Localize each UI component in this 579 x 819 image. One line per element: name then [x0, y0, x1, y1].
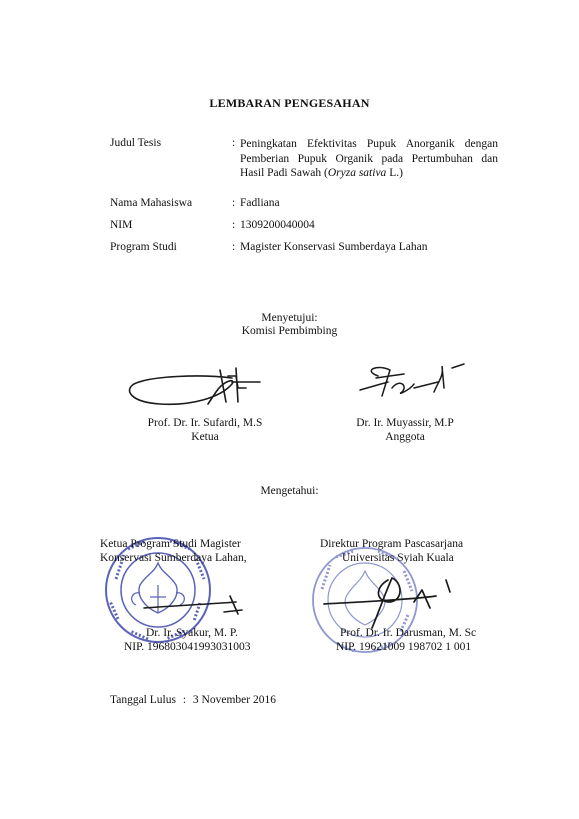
committee-label: Komisi Pembimbing — [241, 325, 338, 337]
right-signatory-nip: NIP. 19621009 198702 1 001 — [336, 641, 472, 653]
member-role: Anggota — [385, 431, 425, 443]
right-signatory-block — [336, 626, 512, 654]
field-label-nim: NIM — [110, 219, 133, 231]
field-colon: : — [232, 219, 236, 231]
right-signatory-name: Prof. Dr. Ir. Darusman, M. Sc — [340, 627, 477, 639]
thesis-title-line-1: Peningkatan Efektivitas Pupuk Anorganik dengan — [240, 138, 498, 150]
field-value-study-program: Magister Konservasi Sumberdaya Lahan — [240, 241, 428, 253]
thesis-title-line-2: Pemberian Pupuk Organik pada Pertumbuhan dan — [240, 152, 498, 165]
field-value-thesis-title — [240, 137, 498, 181]
left-role-line-1: Ketua Program Studi Magister — [100, 538, 241, 550]
member-block — [330, 416, 480, 444]
acknowledgement-heading: Mengetahui: — [260, 485, 319, 497]
approval-heading: Menyetujui: — [261, 312, 318, 324]
signature-right-director — [318, 568, 458, 632]
left-signatory-block — [124, 626, 304, 654]
left-signatory-nip: NIP. 196803041993031003 — [124, 641, 251, 653]
chair-role: Ketua — [191, 431, 219, 443]
graduation-date-label: Tanggal Lulus — [110, 694, 176, 706]
thesis-title-line-3-plain: Hasil Padi Sawah ( — [240, 167, 328, 179]
right-role-block — [320, 537, 510, 565]
left-role-line-2: Konservasi Sumberdaya Lahan, — [100, 552, 247, 564]
field-label-thesis-title: Judul Tesis — [110, 137, 162, 149]
signature-chair — [120, 358, 270, 414]
right-role-line-1: Direktur Program Pascasarjana — [320, 538, 464, 550]
graduation-date-value: 3 November 2016 — [192, 694, 276, 706]
left-signatory-name: Dr. Ir. Syakur, M. P. — [146, 627, 238, 639]
chair-block — [130, 416, 280, 444]
page-title: LEMBARAN PENGESAHAN — [209, 96, 370, 110]
chair-name: Prof. Dr. Ir. Sufardi, M.S — [147, 417, 263, 429]
right-role-line-2: Universitas Syiah Kuala — [342, 552, 454, 564]
signature-member — [348, 360, 468, 410]
field-value-nim: 1309200040004 — [240, 219, 315, 231]
field-colon: : — [232, 241, 236, 253]
member-name: Dr. Ir. Muyassir, M.P — [356, 417, 454, 429]
thesis-title-species: Oryza sativa — [327, 167, 387, 179]
field-colon: : — [232, 137, 236, 149]
signature-left-director — [140, 578, 250, 618]
thesis-title-line-3 — [240, 166, 498, 181]
thesis-title-line-3-end: L.) — [386, 167, 403, 179]
left-role-block — [100, 537, 286, 565]
field-value-student-name: Fadliana — [240, 197, 280, 209]
field-label-study-program: Program Studi — [110, 241, 177, 253]
field-colon: : — [232, 197, 236, 209]
graduation-date-colon: : — [182, 694, 187, 706]
field-label-student-name: Nama Mahasiswa — [110, 197, 193, 209]
graduation-date-row — [110, 694, 276, 706]
